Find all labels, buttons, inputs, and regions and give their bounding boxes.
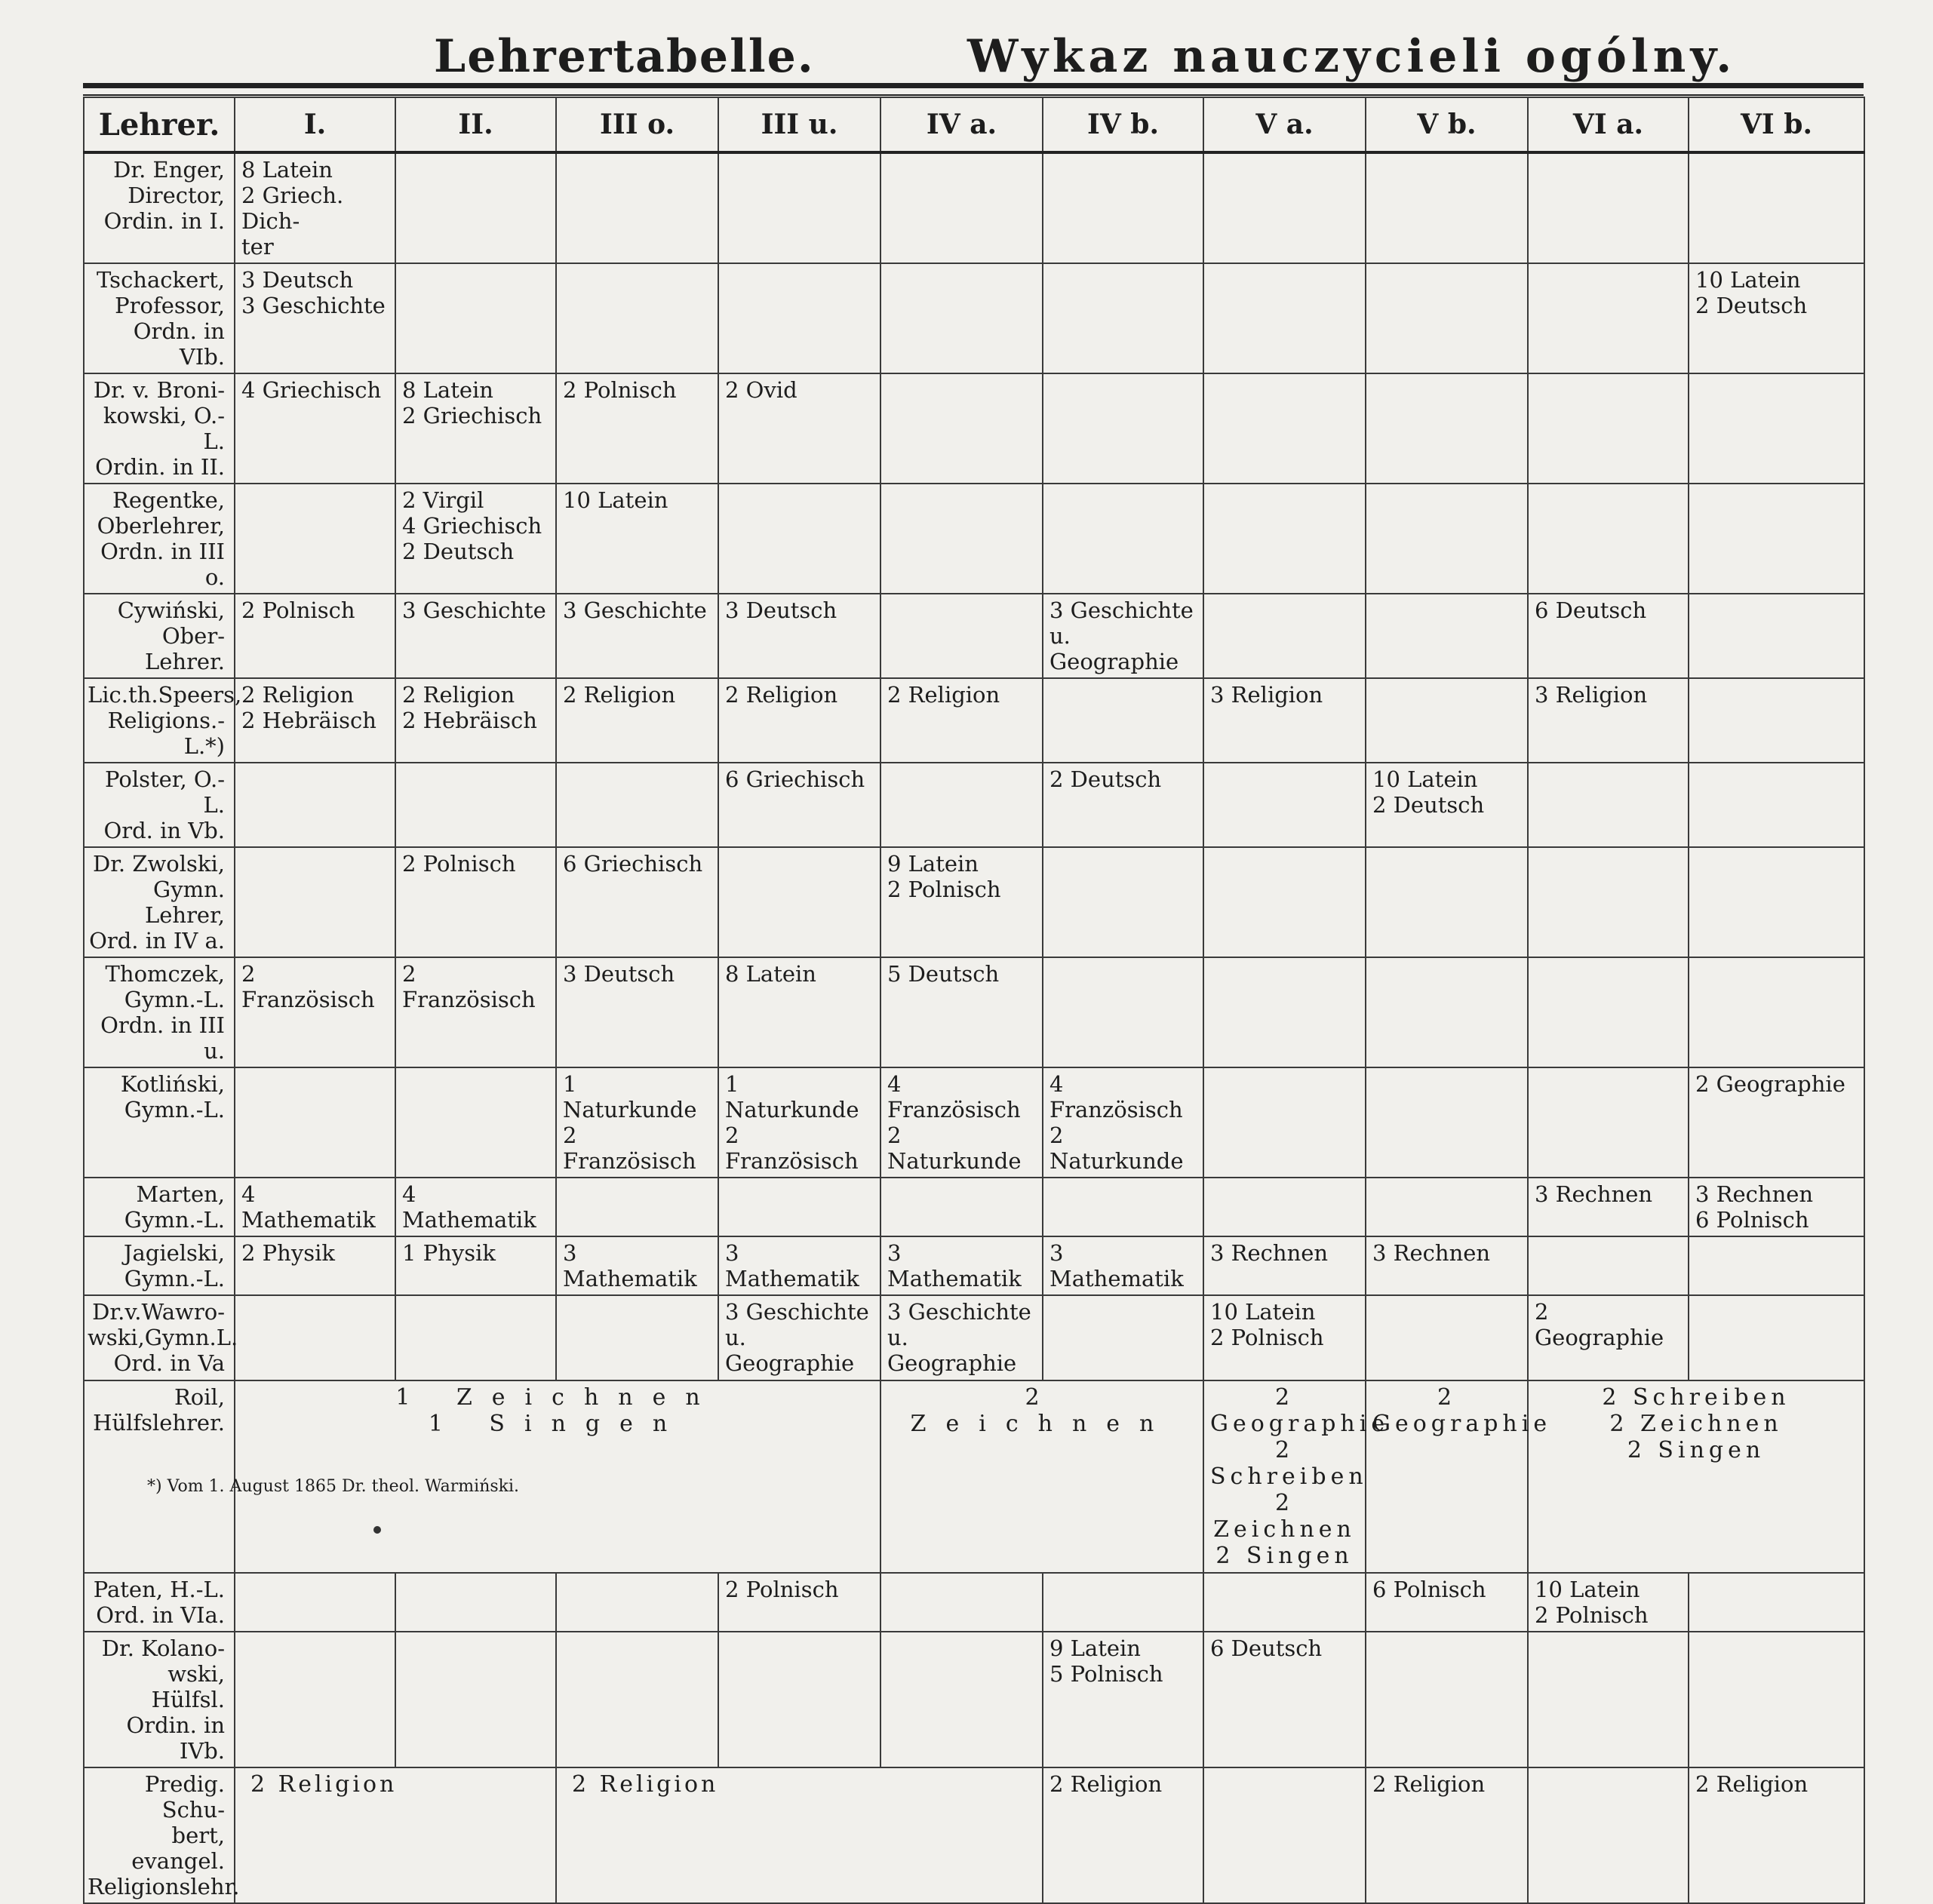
table-cell [395, 763, 556, 847]
table-cell [1689, 763, 1864, 847]
table-cell [1366, 1178, 1528, 1236]
table-cell: 2 Ovid [718, 373, 880, 484]
table-cell: 2 Religion [1366, 1767, 1528, 1903]
teacher-name: Marten, Gymn.-L. [84, 1178, 235, 1236]
table-cell [235, 1295, 395, 1380]
table-cell [1366, 1295, 1528, 1380]
header-class: V b. [1366, 97, 1528, 152]
table-row-schubert [84, 1767, 1864, 1903]
teacher-name: Lic.th.Speers, Religions.-L.*) [84, 678, 235, 763]
table-cell [1689, 594, 1864, 678]
table-cell [880, 1632, 1043, 1767]
table-cell: 3 Rechnen [1528, 1178, 1689, 1236]
table-cell: 2 Zeichnen [880, 1380, 1203, 1573]
table-row [84, 1067, 1864, 1178]
table-cell [880, 263, 1043, 373]
table-cell [880, 1178, 1043, 1236]
table-row [84, 263, 1864, 373]
table-cell: 1 Naturkunde 2 Französisch [556, 1067, 718, 1178]
table-cell: 2 Geographie 2 Schreiben 2 Zeichnen 2 Singen [1203, 1380, 1366, 1573]
table-cell [395, 1067, 556, 1178]
teacher-name: Dr.v.Wawro- wski,Gymn.L. Ord. in Va [84, 1295, 235, 1380]
title-polish: Wykaz nauczycieli ogólny. [967, 30, 1737, 83]
table-cell: 10 Latein 2 Polnisch [1203, 1295, 1366, 1380]
table-cell [395, 152, 556, 263]
table-cell: 2 Französisch [395, 957, 556, 1067]
table-cell: 3 Religion [1528, 678, 1689, 763]
table-cell: 2 Polnisch [235, 594, 395, 678]
table-cell: 3 Mathematik [718, 1236, 880, 1295]
table-row [84, 847, 1864, 957]
table-cell: 1 Naturkunde 2 Französisch [718, 1067, 880, 1178]
table-cell [880, 1573, 1043, 1632]
teacher-name: Polster, O.-L. Ord. in Vb. [84, 763, 235, 847]
table-cell [1366, 263, 1528, 373]
table-cell [880, 373, 1043, 484]
table-row [84, 1632, 1864, 1767]
table-cell [395, 1295, 556, 1380]
table-cell [1043, 263, 1203, 373]
table-cell: 2 Religion [1043, 1767, 1203, 1903]
header-class: III u. [718, 97, 880, 152]
table-cell: 2 Polnisch [556, 373, 718, 484]
table-cell: 2 Deutsch [1043, 763, 1203, 847]
table-cell [718, 263, 880, 373]
table-cell: 10 Latein 2 Polnisch [1528, 1573, 1689, 1632]
header-class: I. [235, 97, 395, 152]
table-cell [1689, 373, 1864, 484]
teacher-name: Roil, Hülfslehrer. [84, 1380, 235, 1573]
table-cell: 2 Geographie [1366, 1380, 1528, 1573]
table-cell [1043, 957, 1203, 1067]
table-cell [718, 1632, 880, 1767]
table-cell [880, 763, 1043, 847]
table-cell [1043, 152, 1203, 263]
table-cell [1203, 594, 1366, 678]
header-rule-thin [83, 94, 1864, 96]
table-cell [1366, 847, 1528, 957]
table-cell: 2 Religion [235, 1767, 556, 1903]
table-body [84, 152, 1864, 1903]
table-cell [1528, 957, 1689, 1067]
table-cell [1528, 1067, 1689, 1178]
table-cell [718, 484, 880, 594]
table-cell: 1 Physik [395, 1236, 556, 1295]
teacher-name: Dr. v. Broni- kowski, O.-L. Ordin. in II. [84, 373, 235, 484]
table-cell [1528, 1632, 1689, 1767]
header-class: II. [395, 97, 556, 152]
table-cell [1203, 152, 1366, 263]
table-cell [556, 1573, 718, 1632]
table-cell: 2 Physik [235, 1236, 395, 1295]
table-cell: 10 Latein 2 Deutsch [1366, 763, 1528, 847]
table-cell [1528, 484, 1689, 594]
header-teacher: Lehrer. [84, 97, 235, 152]
table-cell [235, 1573, 395, 1632]
table-cell: 3 Geschichte u. Geographie [880, 1295, 1043, 1380]
table-cell [1366, 1632, 1528, 1767]
table-row [84, 373, 1864, 484]
teacher-name: Kotliński, Gymn.-L. [84, 1067, 235, 1178]
table-cell [1203, 957, 1366, 1067]
teacher-name: Thomczek, Gymn.-L. Ordn. in III u. [84, 957, 235, 1067]
table-cell [718, 847, 880, 957]
table-cell [1203, 263, 1366, 373]
table-cell [1689, 1632, 1864, 1767]
table-cell [718, 152, 880, 263]
table-cell [395, 263, 556, 373]
table-cell [235, 484, 395, 594]
table-cell [1528, 1767, 1689, 1903]
table-cell: 3 Deutsch [718, 594, 880, 678]
table-cell [880, 152, 1043, 263]
table-cell [1366, 1067, 1528, 1178]
table-row [84, 678, 1864, 763]
table-cell [1689, 484, 1864, 594]
table-cell: 3 Mathematik [880, 1236, 1043, 1295]
table-cell [1528, 847, 1689, 957]
table-cell [1366, 594, 1528, 678]
teacher-name: Predig. Schu- bert, evangel. Religionslehr. [84, 1767, 235, 1903]
table-cell: 4 Griechisch [235, 373, 395, 484]
header-row [84, 97, 1864, 152]
header-class: IV b. [1043, 97, 1203, 152]
table-cell: 4 Mathematik [395, 1178, 556, 1236]
teacher-table [83, 97, 1865, 1904]
table-cell [556, 1178, 718, 1236]
table-cell: 3 Deutsch 3 Geschichte [235, 263, 395, 373]
header-rule [83, 83, 1864, 88]
table-cell [1366, 957, 1528, 1067]
table-cell: 3 Geschichte u. Geographie [1043, 594, 1203, 678]
table-row [84, 484, 1864, 594]
table-cell [1043, 678, 1203, 763]
header-class: IV a. [880, 97, 1043, 152]
table-cell [1366, 678, 1528, 763]
teacher-name: Cywiński, Ober-Lehrer. [84, 594, 235, 678]
teacher-name: Regentke, Oberlehrer, Ordn. in III o. [84, 484, 235, 594]
ink-dot [373, 1526, 381, 1534]
table-cell [880, 594, 1043, 678]
table-cell: 2 Religion [556, 1767, 1043, 1903]
table-cell [1689, 957, 1864, 1067]
table-cell [1203, 763, 1366, 847]
table-row [84, 1573, 1864, 1632]
table-cell: 2 Französisch [235, 957, 395, 1067]
table-cell [556, 763, 718, 847]
table-cell [718, 1178, 880, 1236]
header-class: III o. [556, 97, 718, 152]
table-cell [235, 1067, 395, 1178]
table-cell: 2 Religion [880, 678, 1043, 763]
table-row [84, 1295, 1864, 1380]
table-cell [1043, 373, 1203, 484]
table-row [84, 763, 1864, 847]
table-cell: 2 Religion [556, 678, 718, 763]
table-cell: 2 Schreiben 2 Zeichnen 2 Singen [1528, 1380, 1864, 1573]
table-cell [1203, 1178, 1366, 1236]
table-cell: 2 Geographie [1689, 1067, 1864, 1178]
table-cell: 2 Religion 2 Hebräisch [395, 678, 556, 763]
table-cell [1203, 373, 1366, 484]
title-german: Lehrertabelle. [434, 30, 815, 83]
table-cell [395, 1632, 556, 1767]
header-class: V a. [1203, 97, 1366, 152]
table-cell: 10 Latein 2 Deutsch [1689, 263, 1864, 373]
table-cell: 9 Latein 2 Polnisch [880, 847, 1043, 957]
table-cell: 6 Deutsch [1528, 594, 1689, 678]
table-cell: 10 Latein [556, 484, 718, 594]
header-class: VI a. [1528, 97, 1689, 152]
table-cell [1366, 152, 1528, 263]
teacher-name: Dr. Zwolski, Gymn. Lehrer, Ord. in IV a. [84, 847, 235, 957]
table-cell [235, 763, 395, 847]
table-cell [1528, 152, 1689, 263]
teacher-name: Tschackert, Professor, Ordn. in VIb. [84, 263, 235, 373]
table-row [84, 594, 1864, 678]
table-cell [880, 484, 1043, 594]
table-cell: 3 Rechnen [1366, 1236, 1528, 1295]
teacher-name: Dr. Enger, Director, Ordin. in I. [84, 152, 235, 263]
table-row [84, 957, 1864, 1067]
table-cell [556, 263, 718, 373]
table-cell: 3 Rechnen [1203, 1236, 1366, 1295]
table-cell: 8 Latein 2 Griech. Dich- ter [235, 152, 395, 263]
table-cell [1689, 1236, 1864, 1295]
table-cell: 3 Mathematik [556, 1236, 718, 1295]
table-cell: 1 Zeichnen 1 Singen [235, 1380, 880, 1573]
table-cell [1528, 263, 1689, 373]
table-cell [235, 847, 395, 957]
table-cell: 2 Virgil 4 Griechisch 2 Deutsch [395, 484, 556, 594]
table-cell: 4 Französisch 2 Naturkunde [880, 1067, 1043, 1178]
table-cell: 3 Geschichte [556, 594, 718, 678]
table-cell [1366, 373, 1528, 484]
table-cell [556, 1632, 718, 1767]
table-cell [1203, 1767, 1366, 1903]
table-cell: 3 Geschichte u. Geographie [718, 1295, 880, 1380]
table-cell: 3 Deutsch [556, 957, 718, 1067]
table-row [84, 1178, 1864, 1236]
table-cell [1043, 847, 1203, 957]
table-cell [1203, 484, 1366, 594]
table-cell: 8 Latein 2 Griechisch [395, 373, 556, 484]
table-cell: 6 Griechisch [718, 763, 880, 847]
table-cell [1043, 484, 1203, 594]
table-row [84, 152, 1864, 263]
table-cell [1203, 1067, 1366, 1178]
table-cell [1689, 1295, 1864, 1380]
table-cell [1043, 1573, 1203, 1632]
table-cell: 2 Geographie [1528, 1295, 1689, 1380]
table-cell [1689, 152, 1864, 263]
table-cell [1689, 678, 1864, 763]
table-row [84, 1236, 1864, 1295]
teacher-name: Jagielski, Gymn.-L. [84, 1236, 235, 1295]
table-cell: 4 Französisch 2 Naturkunde [1043, 1067, 1203, 1178]
table-cell [556, 152, 718, 263]
table-cell: 2 Religion 2 Hebräisch [235, 678, 395, 763]
header-class: VI b. [1689, 97, 1864, 152]
table-cell: 2 Religion [718, 678, 880, 763]
table-cell [1203, 1573, 1366, 1632]
table-cell [395, 1573, 556, 1632]
table-cell: 3 Geschichte [395, 594, 556, 678]
table-cell [1043, 1178, 1203, 1236]
table-cell [556, 1295, 718, 1380]
table-cell: 4 Mathematik [235, 1178, 395, 1236]
table-cell [1689, 847, 1864, 957]
table-cell [1203, 847, 1366, 957]
table-cell: 5 Deutsch [880, 957, 1043, 1067]
table-cell [1528, 373, 1689, 484]
table-cell [1043, 1295, 1203, 1380]
table-cell: 2 Religion [1689, 1767, 1864, 1903]
table-cell: 3 Religion [1203, 678, 1366, 763]
table-cell [1366, 484, 1528, 594]
table-cell: 2 Polnisch [718, 1573, 880, 1632]
table-cell: 6 Deutsch [1203, 1632, 1366, 1767]
table-cell: 6 Griechisch [556, 847, 718, 957]
table-cell: 3 Rechnen 6 Polnisch [1689, 1178, 1864, 1236]
table-cell [235, 1632, 395, 1767]
footnote: *) Vom 1. August 1865 Dr. theol. Warmiński. [147, 1477, 520, 1496]
table-cell: 9 Latein 5 Polnisch [1043, 1632, 1203, 1767]
table-cell: 8 Latein [718, 957, 880, 1067]
table-cell [1689, 1573, 1864, 1632]
teacher-name: Dr. Kolano- wski, Hülfsl. Ordin. in IVb. [84, 1632, 235, 1767]
table-cell [1528, 763, 1689, 847]
table-cell: 3 Mathematik [1043, 1236, 1203, 1295]
table-cell: 6 Polnisch [1366, 1573, 1528, 1632]
table-cell [1528, 1236, 1689, 1295]
table-cell: 2 Polnisch [395, 847, 556, 957]
teacher-name: Paten, H.-L. Ord. in VIa. [84, 1573, 235, 1632]
